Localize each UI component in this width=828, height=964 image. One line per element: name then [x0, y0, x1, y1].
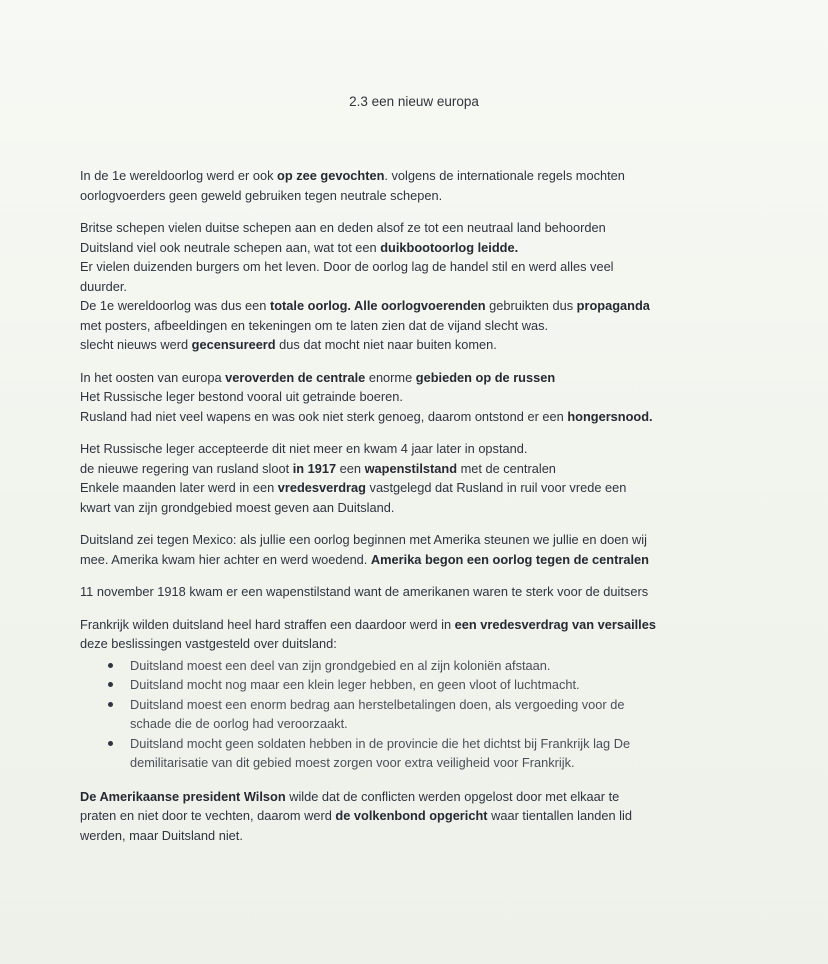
- bold-term: De Amerikaanse president Wilson: [80, 788, 286, 804]
- document-body: [80, 166, 760, 858]
- bold-term: in 1917: [292, 460, 337, 476]
- paragraph-sea-war: [80, 166, 760, 205]
- text-line: Er vielen duizenden burgers om het leven. Door de oorlog lag de handel stil en werd alles veel: [80, 259, 614, 274]
- versailles-terms-list: [80, 656, 760, 773]
- text-line: Duitsland viel ook neutrale schepen aan, wat tot een duikbootoorlog leidde.: [80, 239, 519, 255]
- bold-term: gebieden op de russen: [415, 369, 556, 385]
- text-line: slecht nieuws werd gecensureerd dus dat mocht niet naar buiten komen.: [80, 337, 497, 352]
- bullet-line: Duitsland moest een deel van zijn grondgebied en al zijn koloniën afstaan.: [130, 657, 551, 673]
- bold-term: gecensureerd: [191, 337, 276, 352]
- bold-term: propaganda: [576, 298, 650, 313]
- paragraph-league-of-nations: [80, 787, 760, 846]
- bold-term: hongersnood.: [567, 408, 653, 424]
- text-line: Frankrijk wilden duitsland heel hard straffen een daardoor werd in een vredesverdrag van versailles: [80, 616, 656, 632]
- text-line: Rusland had niet veel wapens en was ook niet sterk genoeg, daarom ontstond er een hongersnood.: [80, 408, 653, 424]
- bullet-item: [108, 695, 760, 734]
- paragraph-total-war: [80, 218, 760, 355]
- text-line: In het oosten van europa veroverden de centrale enorme gebieden op de russen: [80, 369, 556, 385]
- text-line: werden, maar Duitsland niet.: [80, 827, 243, 843]
- bold-term: de volkenbond opgericht: [335, 808, 488, 823]
- text-line: deze beslissingen vastgesteld over duitsland:: [80, 636, 337, 651]
- document-title: 2.3 een nieuw europa: [349, 94, 479, 109]
- bullet-line: Duitsland mocht nog maar een klein leger hebben, en geen vloot of luchtmacht.: [130, 677, 580, 692]
- bullet-item: [108, 734, 760, 773]
- text-line: de nieuwe regering van rusland sloot in 1917 een wapenstilstand met de centralen: [80, 460, 556, 476]
- bold-term: veroverden de centrale: [225, 369, 366, 385]
- bullet-item: [108, 656, 760, 676]
- bold-term: een vredesverdrag van versailles: [454, 616, 656, 632]
- text-line: Britse schepen vielen duitse schepen aan en deden alsof ze tot een neutraal land behoorden: [80, 220, 606, 235]
- text-line: kwart van zijn grondgebied moest geven aan Duitsland.: [80, 499, 395, 515]
- paragraph-mexico: [80, 530, 760, 569]
- text-line: Duitsland zei tegen Mexico: als jullie een oorlog beginnen met Amerika steunen we jullie en doen wij: [80, 532, 647, 547]
- paragraph-eastern-front: [80, 368, 760, 427]
- bullet-line: demilitarisatie van dit gebied moest zorgen voor extra veiligheid voor Frankrijk.: [130, 755, 575, 770]
- text-line: duurder.: [80, 278, 127, 294]
- text-line: De Amerikaanse president Wilson wilde dat de conflicten werden opgelost door met elkaar te: [80, 788, 620, 804]
- text-line: Enkele maanden later werd in een vredesverdrag vastgelegd dat Rusland in ruil voor vrede een: [80, 480, 627, 495]
- bold-term: vredesverdrag: [277, 480, 366, 495]
- bullet-line: Duitsland moest een enorm bedrag aan herstelbetalingen doen, als vergoeding voor de: [130, 696, 625, 712]
- bold-term: Amerika begon een oorlog tegen de centralen: [370, 551, 649, 567]
- text-line: oorlogvoerders geen geweld gebruiken tegen neutrale schepen.: [80, 187, 443, 203]
- bold-term: op zee gevochten: [277, 168, 385, 183]
- text-line: Het Russische leger accepteerde dit niet meer en kwam 4 jaar later in opstand.: [80, 441, 528, 456]
- bold-term: duikbootoorlog leidde.: [380, 239, 519, 255]
- paragraph-armistice: [80, 582, 760, 602]
- text-line: praten en niet door te vechten, daarom werd de volkenbond opgericht waar tientallen landen lid: [80, 808, 632, 823]
- bold-term: totale oorlog. Alle oorlogvoerenden: [269, 298, 486, 313]
- bullet-line: schade die de oorlog had veroorzaakt.: [130, 716, 348, 731]
- text-line: met posters, afbeeldingen en tekeningen om te laten zien dat de vijand slecht was.: [80, 317, 549, 333]
- text-line: In de 1e wereldoorlog werd er ook op zee gevochten. volgens de internationale regels mochten: [80, 168, 625, 183]
- bullet-line: Duitsland mocht geen soldaten hebben in de provincie die het dichtst bij Frankrijk lag De: [130, 735, 631, 751]
- bold-term: wapenstilstand: [364, 460, 458, 476]
- text-line: mee. Amerika kwam hier achter en werd woedend. Amerika begon een oorlog tegen de centralen: [80, 551, 649, 567]
- paragraph-versailles: [80, 615, 760, 654]
- paragraph-russian-revolt: [80, 439, 760, 517]
- text-line: 11 november 1918 kwam er een wapenstilstand want de amerikanen waren te sterk voor de duitsers: [80, 584, 649, 599]
- bullet-item: [108, 675, 760, 695]
- text-line: De 1e wereldoorlog was dus een totale oorlog. Alle oorlogvoerenden gebruikten dus propaganda: [80, 298, 650, 313]
- text-line: Het Russische leger bestond vooral uit getrainde boeren.: [80, 389, 403, 404]
